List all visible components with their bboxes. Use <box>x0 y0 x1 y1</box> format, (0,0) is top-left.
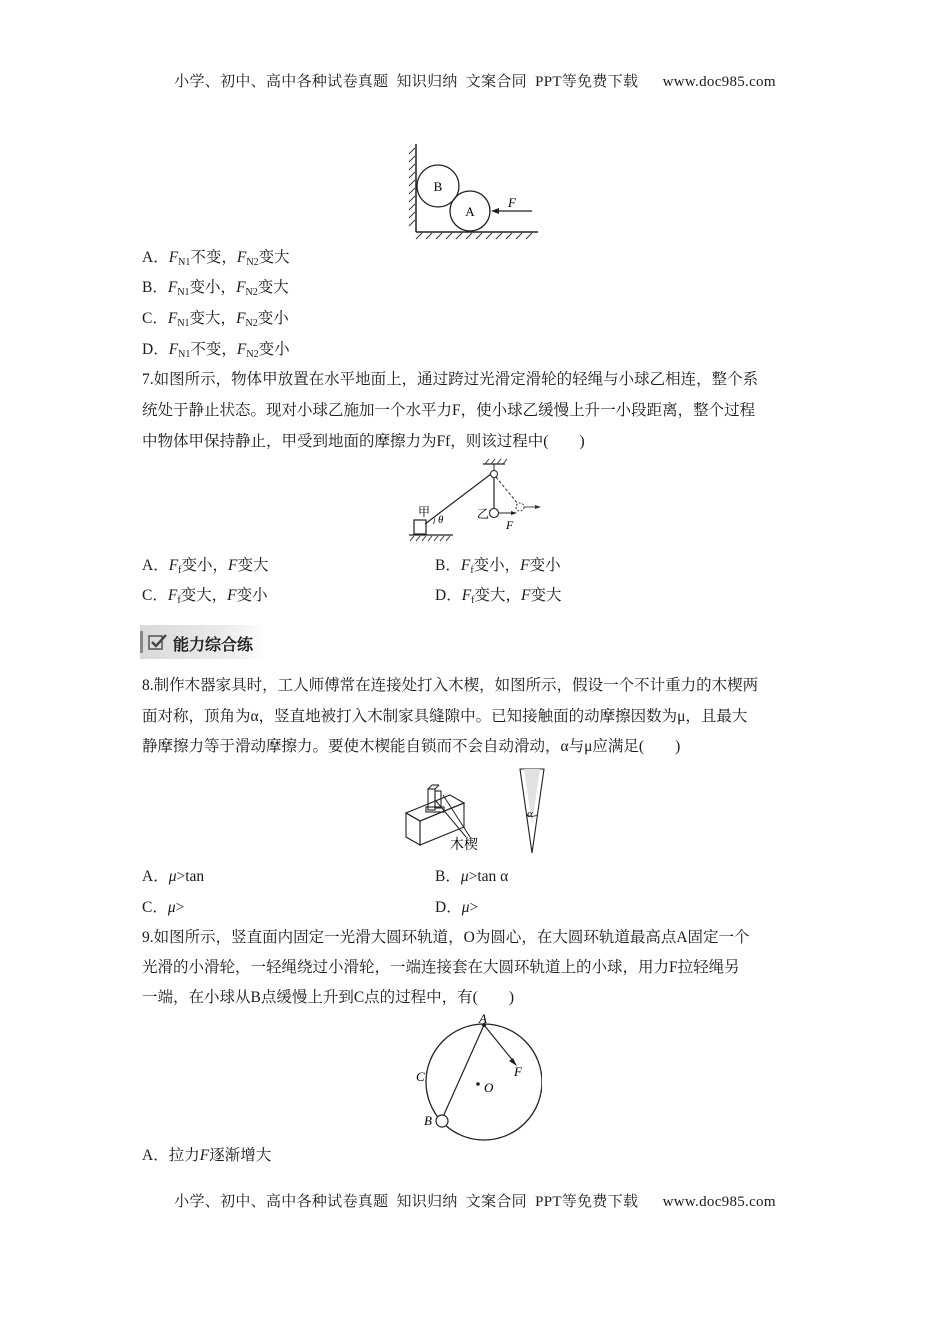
q7-force-label: F <box>506 518 514 532</box>
dashed-rope <box>496 477 518 504</box>
q7-option-b: B．$F_f$变小，F变小 <box>435 557 561 576</box>
pulley <box>491 471 498 478</box>
q7-option-d: D．$F_f$变大，F变大 <box>435 587 562 606</box>
section-bar <box>140 631 143 653</box>
c-label: C <box>416 1069 425 1084</box>
ball-b-label: B <box>433 179 443 194</box>
section-heading <box>140 625 265 659</box>
q8-line-1: 8.制作木器家具时，工人师傅常在连接处打入木楔，如图所示，假设一个不计重力的木楔两 <box>142 677 759 694</box>
q9-figure <box>412 1012 542 1142</box>
q8-option-d: D．μ> <box>435 899 479 916</box>
ball-a-label: A <box>465 204 475 219</box>
rope-ab <box>442 1025 484 1119</box>
theta-arc <box>433 518 435 524</box>
dashed-ball <box>516 503 524 511</box>
q6-figure <box>400 140 545 240</box>
yi-label: 乙 <box>477 507 490 521</box>
q7-line-1: 7.如图所示，物体甲放置在水平地面上，通过跨过光滑定滑轮的轻绳与小球乙相连，整个系 <box>142 371 759 388</box>
alpha-label: α <box>527 808 533 820</box>
q6-option-c: C．$F_{N1}$变大，$F_{N2}$变小 <box>142 310 289 329</box>
center-o <box>476 1082 480 1086</box>
ball-yi <box>490 509 499 518</box>
q9-line-2: 光滑的小滑轮，一轻绳绕过小滑轮，一端连接套在大圆环轨道上的小球，用力F拉轻绳另 <box>142 959 740 976</box>
wedge-label: 木楔 <box>450 838 478 853</box>
force-label: F <box>508 195 516 210</box>
q7-line-3: 中物体甲保持静止，甲受到地面的摩擦力为Ff，则该过程中( ) <box>142 433 585 450</box>
pointer-line-2 <box>436 801 466 837</box>
pointer-line-1 <box>443 795 470 837</box>
q6-option-a: A．$F_{N1}$不变，$F_{N2}$变大 <box>142 249 290 268</box>
theta-label: θ <box>438 514 444 526</box>
f-label: F <box>514 1064 522 1079</box>
block-jia <box>414 520 426 534</box>
q8-option-a: A．μ>tan <box>142 868 205 885</box>
q7-option-c: C．$F_f$变大，F变小 <box>142 587 268 606</box>
b-label: B <box>424 1113 432 1128</box>
q6-option-b: B．$F_{N1}$变小，$F_{N2}$变大 <box>142 279 289 298</box>
q8-line-2: 面对称，顶角为α，竖直地被打入木制家具缝隙中。已知接触面的动摩擦因数为μ，且最大 <box>142 708 748 725</box>
q8-option-b: B．μ>tan α <box>435 868 509 885</box>
q9-line-3: 一端，在小球从B点缓慢上升到C点的过程中，有( ) <box>142 989 515 1006</box>
checkmark-icon <box>148 633 168 651</box>
o-label: O <box>484 1080 494 1095</box>
q7-line-2: 统处于静止状态。现对小球乙施加一个水平力F，使小球乙缓慢上升一小段距离，整个过程 <box>142 402 756 419</box>
q8-figure <box>398 765 558 860</box>
q8-option-c: C．μ> <box>142 899 185 916</box>
q6-option-d: D．$F_{N1}$不变，$F_{N2}$变小 <box>142 341 290 360</box>
page-header: 小学、初中、高中各种试卷真题 知识归纳 文案合同 PPT等免费下载 www.doc985.com <box>174 74 776 90</box>
q7-figure <box>405 458 550 543</box>
q8-line-3: 静摩擦力等于滑动摩擦力。要使木楔能自锁而不会自动滑动，α与μ应满足( ) <box>142 738 681 755</box>
q7-option-a: A．$F_f$变小，F变大 <box>142 557 269 576</box>
page-footer: 小学、初中、高中各种试卷真题 知识归纳 文案合同 PPT等免费下载 www.doc985.com <box>174 1194 776 1210</box>
q9-option-a: A．拉力F逐渐增大 <box>142 1147 272 1164</box>
jia-label: 甲 <box>418 505 431 519</box>
section-title: 能力综合练 <box>173 637 254 654</box>
small-ball <box>436 1115 448 1127</box>
q9-line-1: 9.如图所示，竖直面内固定一光滑大圆环轨道，O为圆心，在大圆环轨道最高点A固定一个 <box>142 929 750 946</box>
a-label: A <box>479 1012 487 1026</box>
